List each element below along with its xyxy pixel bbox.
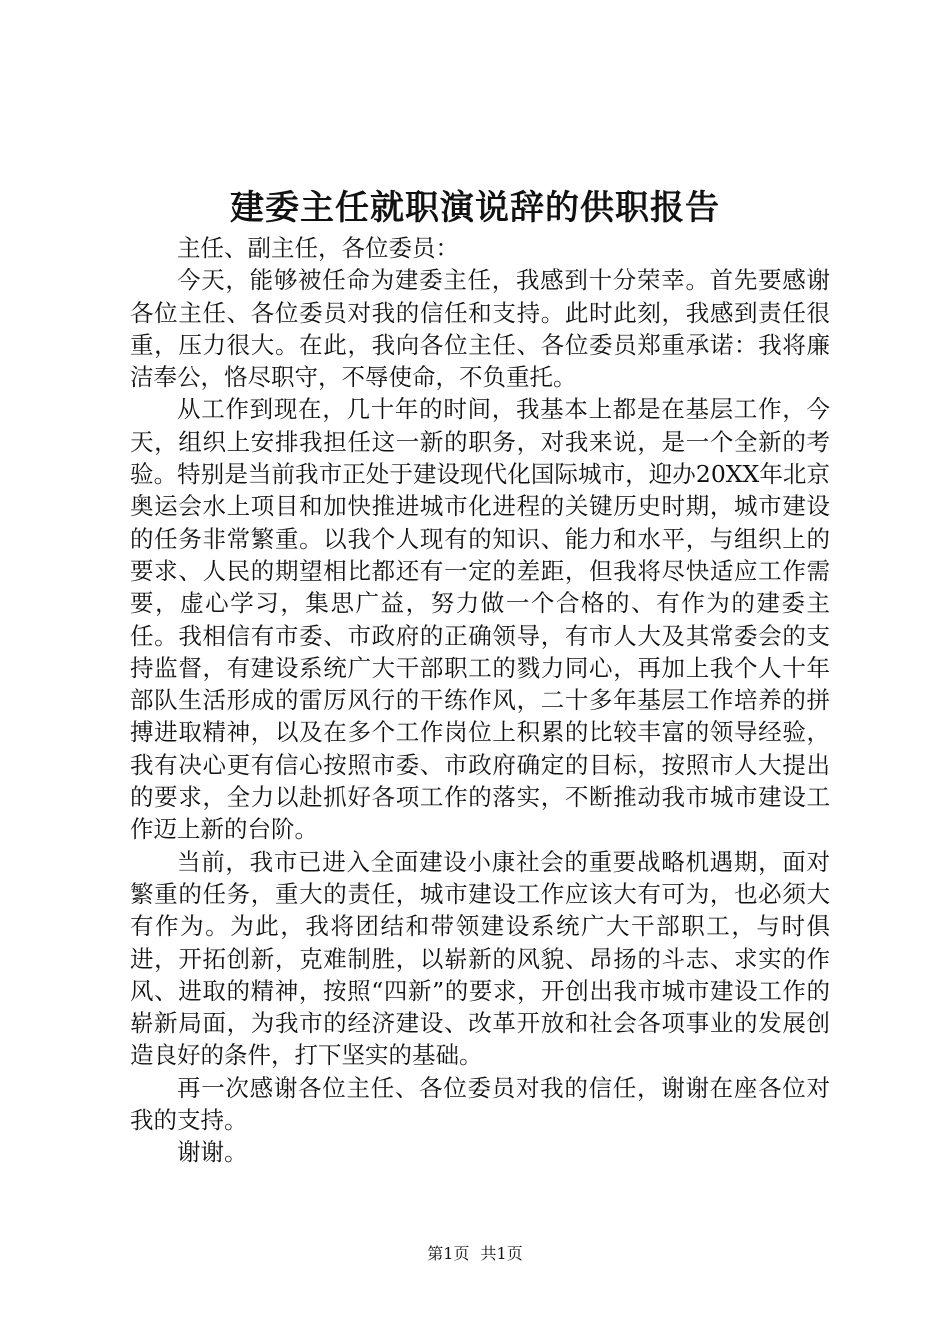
page-total: 共1页 (480, 1244, 523, 1263)
page-number: 第1页 (427, 1244, 470, 1263)
page-footer (0, 1243, 950, 1265)
body-paragraph: 今天，能够被任命为建委主任，我感到十分荣幸。首先要感谢各位主任、各位委员对我的信任和支持。此时此刻，我感到责任很重，压力很大。在此，我向各位主任、各位委员郑重承诺：我将廉洁奉公，恪尽职守，不辱使命，不负重托。 (130, 266, 830, 392)
body-paragraph: 当前，我市已进入全面建设小康社会的重要战略机遇期，面对繁重的任务，重大的责任，城市建设工作应该大有可为，也必须大有作为。为此，我将团结和带领建设系统广大干部职工，与时俱进，开拓创新，克难制胜，以崭新的风貌、昂扬的斗志、求实的作风、进取的精神，按照“四新”的要求，开创出我市城市建设工作的崭新局面，为我市的经济建设、改革开放和社会各项事业的发展创造良好的条件，打下坚实的基础。 (130, 847, 830, 1070)
document-body (130, 232, 830, 1169)
salutation-paragraph: 主任、副主任，各位委员： (177, 234, 459, 262)
closing-paragraph: 谢谢。 (177, 1138, 248, 1167)
body-paragraph: 再一次感谢各位主任、各位委员对我的信任，谢谢在座各位对我的支持。 (130, 1073, 830, 1135)
body-paragraph: 从工作到现在，几十年的时间，我基本上都是在基层工作，今天，组织上安排我担任这一新的职务，对我来说，是一个全新的考验。特别是当前我市正处于建设现代化国际城市，迎办20XX年北京奥运会水上项目和加快推进城市化进程的关键历史时期，城市建设的任务非常繁重。以我个人现有的知识、能力和水平，与组织上的要求、人民的期望相比都还有一定的差距，但我将尽快适应工作需要，虚心学习，集思广益，努力做一个合格的、有作为的建委主任。我相信有市委、市政府的正确领导，有市人大及其常委会的支持监督，有建设系统广大干部职工的戮力同心，再加上我个人十年部队生活形成的雷厉风行的干练作风，二十多年基层工作培养的拼搏进取精神，以及在多个工作岗位上积累的比较丰富的领导经验，我有决心更有信心按照市委、市政府确定的目标，按照市人大提出的要求，全力以赴抓好各项工作的落实，不断推动我市城市建设工作迈上新的台阶。 (130, 395, 830, 844)
document-title: 建委主任就职演说辞的供职报告 (230, 188, 720, 228)
